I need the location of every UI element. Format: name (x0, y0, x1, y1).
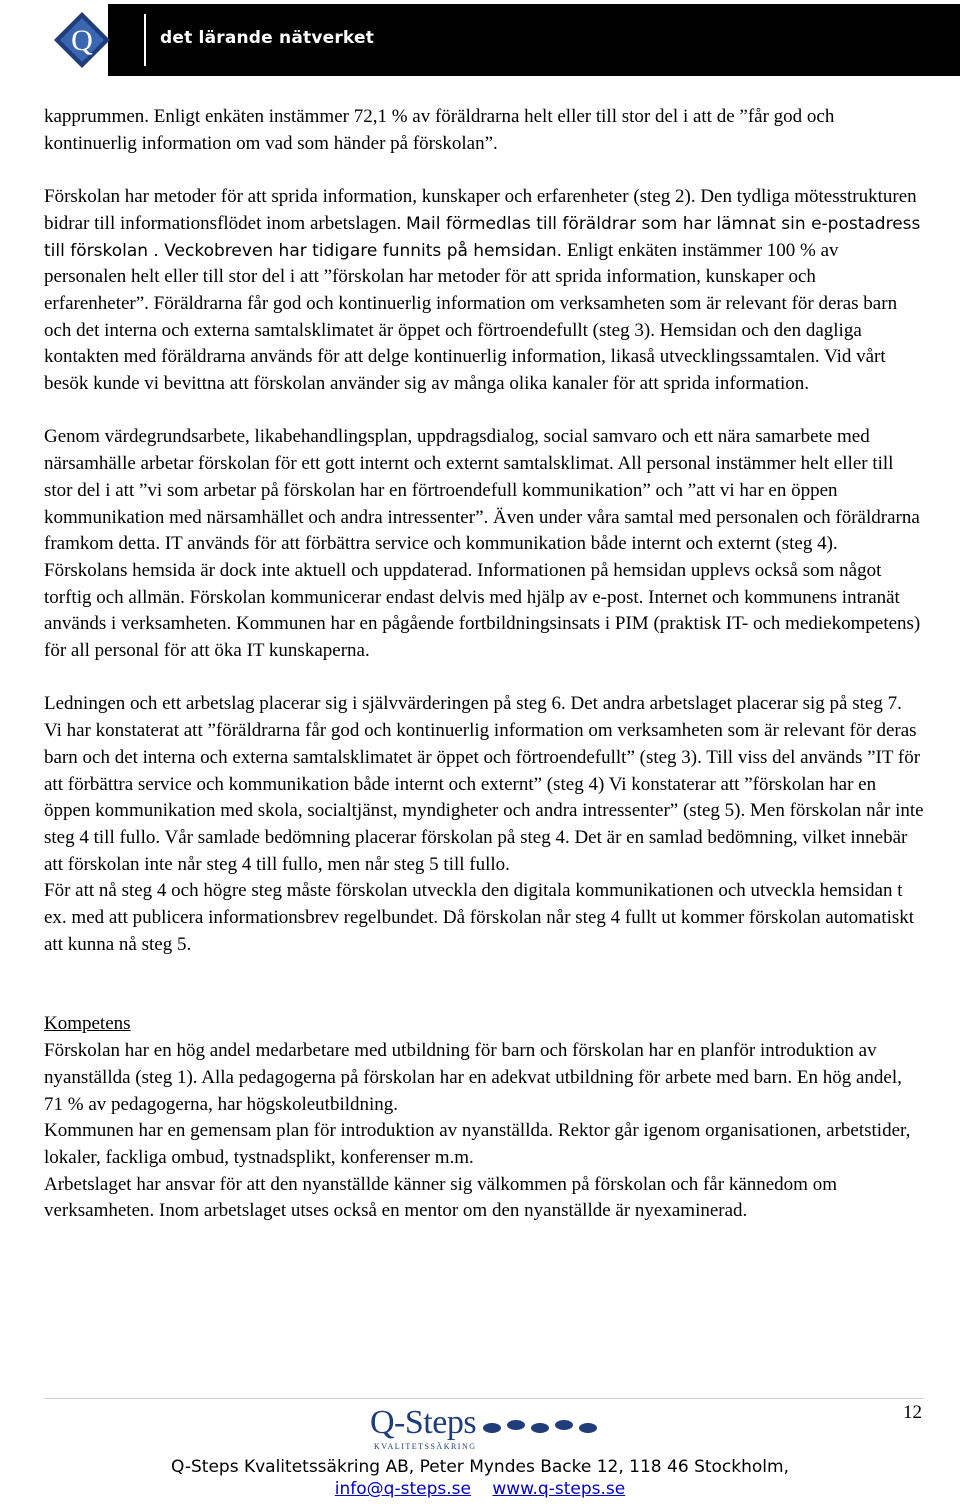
paragraph-text-sans: Mail förmedlas till föräldrar som har lämnat sin e-postadress till förskolan . Veckobreven har tidigare funnits på hemsidan. (44, 213, 921, 261)
page-body (44, 104, 924, 1225)
footer-links (0, 1478, 960, 1500)
paragraph: För att nå steg 4 och högre steg måste förskolan utveckla den digitala kommunikationen och utveckla hemsidan t ex. med att publicera informationsbrev regelbundet. Då förskolan når steg 4 fullt ut kommer förskolan automatiskt att kunna nå steg 5. (44, 880, 915, 955)
paragraph-text: Enligt enkäten instämmer 100 % av personalen helt eller till stor del i att ”förskolan har metoder för att sprida information, kunskaper och erfarenheter”. Föräldrarna får god och kontinuerlig information om verksamheten som är relevant för deras barn och det interna och externa samtalsklimatet är öppet och förtroendefullt (steg 3). Hemsidan och den dagliga kontakten med föräldrarna används för att delge kontinuerlig information, likaså utvecklingssamtalen. Vid vårt besök kunde vi bevittna att förskolan använder sig av många olika kanaler för att sprida information. (44, 239, 898, 395)
header-brand: det lärande nätverket (160, 28, 375, 48)
paragraph (44, 184, 924, 398)
section-heading: Kompetens (44, 1013, 131, 1035)
page-number: 12 (903, 1402, 922, 1423)
paragraph: Genom värdegrundsarbete, likabehandlingsplan, uppdragsdialog, social samvaro och ett nära samarbete med närsamhälle arbetar förskolan för ett gott internt och externt samtalsklimat. All personal instämmer helt eller till stor del i att ”vi som arbetar på förskolan har en förtroendefull kommunikation” och ”att vi har en öppen kommunikation med närsamhället och andra intressenter”. Även under våra samtal med personalen och föräldrarna framkom detta. IT används för att förbättra service och kommunikation både internt och externt (steg 4). Förskolans hemsida är dock inte aktuell och uppdaterad. Informationen på hemsidan upplevs också som något torftig och allmän. Förskolan kommunicerar endast delvis med hjälp av e-post. Internet och kommunens intranät används i verksamheten. Kommunen har en pågående fortbildningsinsats i PIM (praktisk IT- och mediekompetens) för all personal för att öka IT kunskaperna. (44, 426, 921, 662)
footer-logo-subtitle: KVALITETSSÄKRING (374, 1442, 477, 1451)
logo-letter: Q (71, 24, 93, 57)
paragraph: kapprummen. Enligt enkäten instämmer 72,1 % av föräldrarna helt eller till stor del i att de ”får god och kontinuerlig information om vad som händer på förskolan”. (44, 106, 835, 154)
footer-address: Q-Steps Kvalitetssäkring AB, Peter Myndes Backe 12, 118 46 Stockholm, (171, 1457, 789, 1477)
footer-logo (370, 1404, 600, 1452)
paragraph: Ledningen och ett arbetslag placerar sig i självvärderingen på steg 6. Det andra arbetslaget placerar sig på steg 7. Vi har konstaterat att ”föräldrarna får god och kontinuerlig information om verksamheten som är relevant för deras barn och det interna och externa samtalsklimatet är öppet och förtroendefullt” (steg 3). Till viss del används ”IT för att förbättra service och kommunikation både internt och externt” (steg 4) Vi konstaterar att ”förskolan har en öppen kommunikation med skola, socialtjänst, myndigheter och andra intressenter” (steg 5). Men förskolan når inte steg 4 till fullo. Vår samlade bedömning placerar förskolan på steg 4. Det är en samlad bedömning, vilket innebär att förskolan inte når steg 4 till fullo, men når steg 5 till fullo. (44, 693, 924, 875)
email-link[interactable]: info@q-steps.se (334, 1479, 471, 1499)
header-banner (44, 4, 960, 76)
footer-rule (44, 1398, 924, 1399)
paragraph-text: Förskolan har metoder för att sprida information, kunskaper och erfarenheter (steg 2). Den tydliga mötesstrukturen bidrar till informationsflödet inom arbetslagen. (44, 186, 917, 234)
footprints-icon (482, 1416, 600, 1436)
website-link[interactable]: www.q-steps.se (492, 1479, 626, 1499)
q-logo-icon (52, 10, 112, 70)
paragraph: Arbetslaget har ansvar för att den nyanställde känner sig välkommen på förskolan och får kännedom om verksamheten. Inom arbetslaget utses också en mentor om den nyanställde är nyexaminerad. (44, 1173, 837, 1222)
footer-logo-text: Q-Steps (370, 1404, 477, 1441)
paragraph: Förskolan har en hög andel medarbetare med utbildning för barn och förskolan har en planför introduktion av nyanställda (steg 1). Alla pedagogerna på förskolan har en adekvat utbildning för arbete med barn. En hög andel, 71 % av pedagogerna, har högskoleutbildning. (44, 1040, 902, 1115)
paragraph: Kommunen har en gemensam plan för introduktion av nyanställda. Rektor går igenom organisationen, arbetstider, lokaler, fackliga ombud, tystnadsplikt, konferenser m.m. (44, 1120, 911, 1168)
header-divider (144, 14, 146, 66)
